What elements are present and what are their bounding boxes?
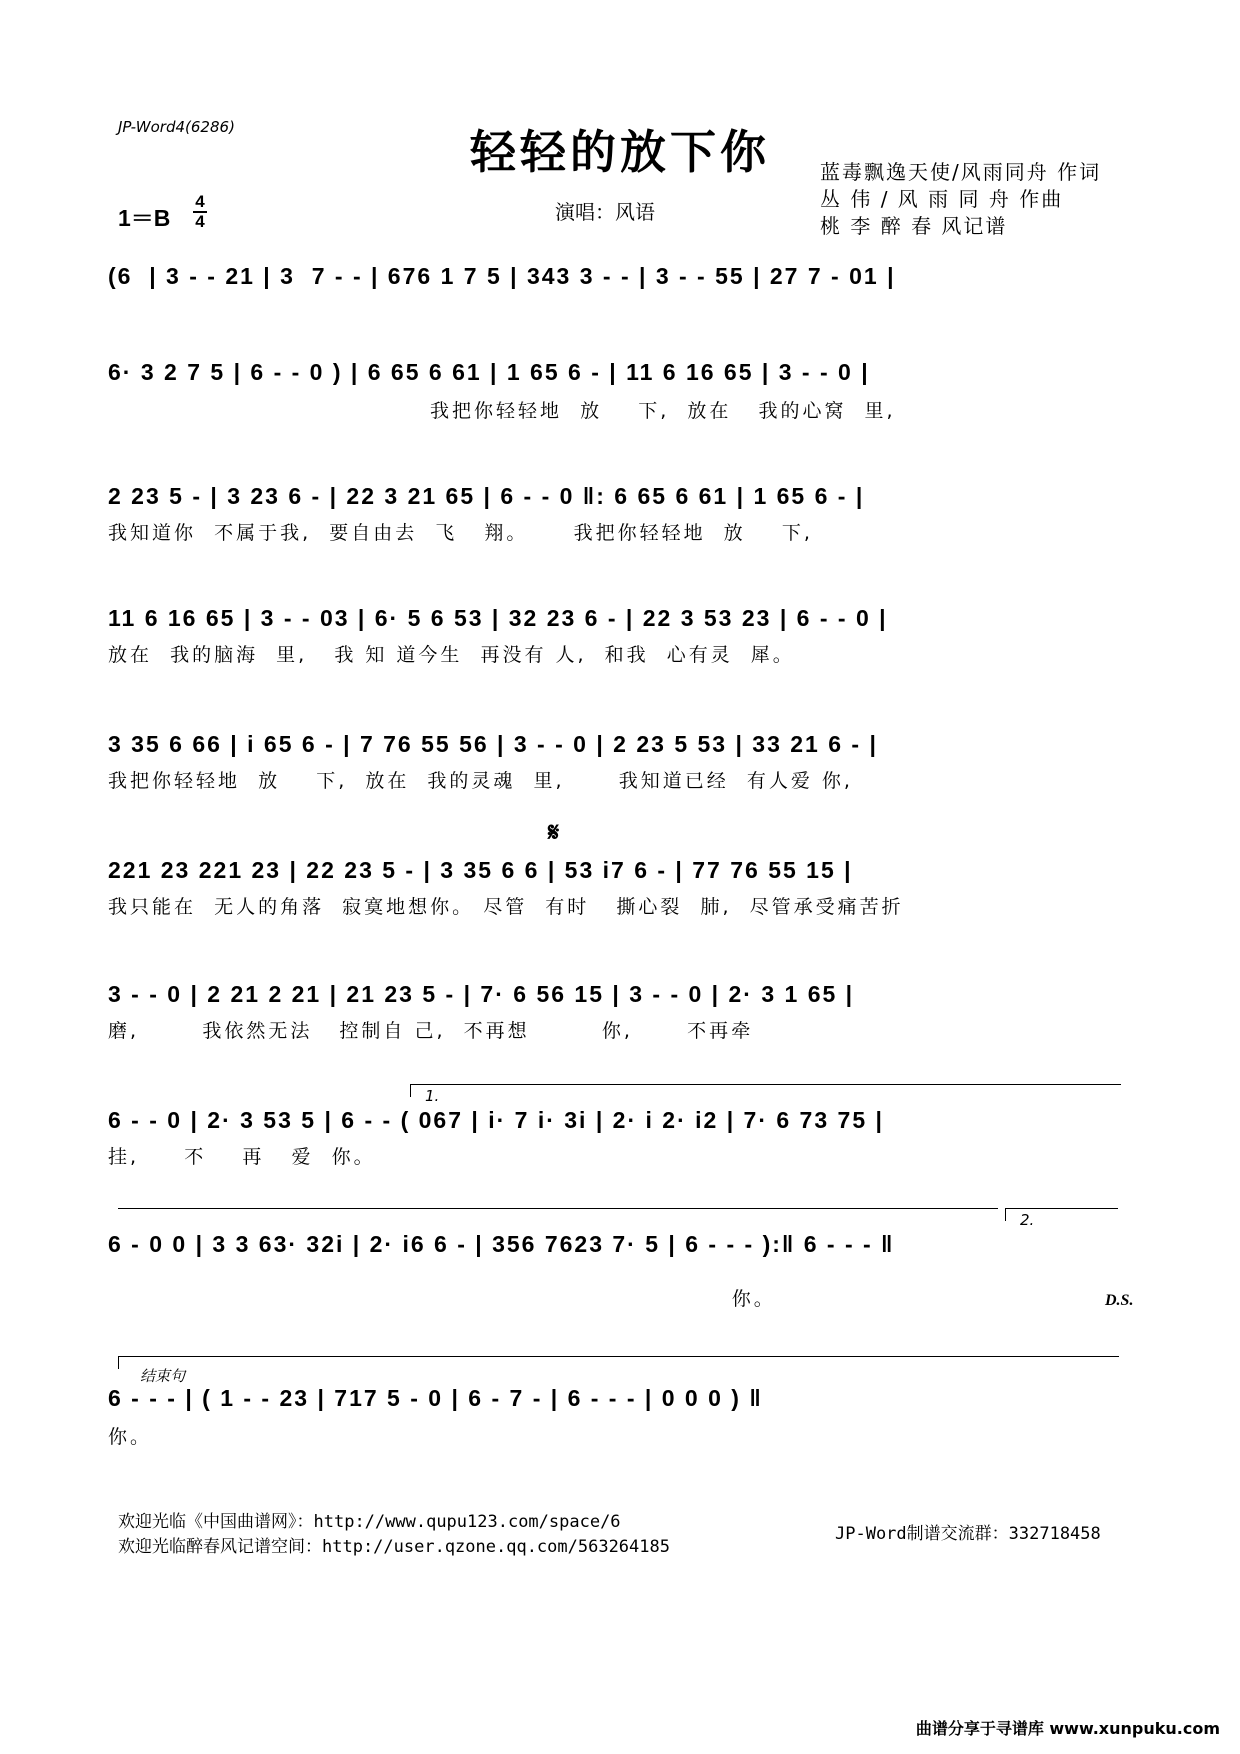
system-7-lyrics: 磨, 我依然无法 控制自 己, 不再想 你, 不再牵 xyxy=(108,1020,754,1042)
system-8-notes: 6 - - 0 | 2· 3 53 5 | 6 - - ( 067 | i· 7 i· 3i | 2· i 2· i2 | 7· 6 73 75 | xyxy=(108,1107,884,1133)
system-6-notes: 221 23 221 23 | 22 23 5 - | 3 35 6 6 | 53 i7 6 - | 77 76 55 15 | xyxy=(108,857,853,883)
footer-link-qzone[interactable]: 欢迎光临醉春风记谱空间：http://user.qzone.qq.com/563264185 xyxy=(118,1537,670,1557)
system-9-notes: 6 - 0 0 | 3 3 63· 32i | 2· i6 6 - | 356 7623 7· 5 | 6 - - - ):‖ 6 - - - ‖ xyxy=(108,1231,895,1257)
transcriber-credit: 桃 李 醉 春 风记谱 xyxy=(820,214,1008,238)
system-9-lyrics: 你。 xyxy=(108,1288,776,1310)
system-3-lyrics: 我知道你 不属于我, 要自由去 飞 翔。 我把你轻轻地 放 下, xyxy=(108,522,813,544)
volta-1-continuation xyxy=(118,1208,998,1221)
dal-segno-mark: D.S. xyxy=(1105,1292,1134,1309)
system-10-notes: 6 - - - | ( 1 - - 23 | 717 5 - 0 | 6 - 7 - | 6 - - - | 0 0 0 ) ‖ xyxy=(108,1385,763,1411)
system-5-notes: 3 35 6 66 | i 65 6 - | 7 76 55 56 | 3 - - 0 | 2 23 5 53 | 33 21 6 - | xyxy=(108,731,878,757)
footer-link-qupu[interactable]: 欢迎光临《中国曲谱网》：http://www.qupu123.com/space/6 xyxy=(118,1512,621,1532)
volta-1-number: 1. xyxy=(425,1087,440,1105)
composer-credit: 丛 伟 / 风 雨 同 舟 作曲 xyxy=(820,187,1064,211)
singer: 演唱：风语 xyxy=(555,200,655,224)
volta-2-number: 2. xyxy=(1020,1211,1035,1229)
software-label: JP-Word4(6286) xyxy=(118,118,235,136)
time-signature xyxy=(193,193,207,231)
lyricist-credit: 蓝毒飘逸天使/风雨同舟 作词 xyxy=(820,160,1102,184)
song-title: 轻轻的放下你 xyxy=(470,125,770,179)
volta-1-bracket xyxy=(410,1084,1121,1097)
system-4-notes: 11 6 16 65 | 3 - - 03 | 6· 5 6 53 | 32 23 6 - | 22 3 53 23 | 6 - - 0 | xyxy=(108,605,888,631)
source-watermark: 曲谱分享于寻谱库 www.xunpuku.com xyxy=(915,1719,1220,1738)
system-10-lyrics: 你。 xyxy=(108,1426,153,1448)
system-5-lyrics: 我把你轻轻地 放 下, 放在 我的灵魂 里, 我知道已经 有人爱 你, xyxy=(108,770,853,792)
key-signature: 1＝B xyxy=(118,205,171,231)
ending-label: 结束句 xyxy=(140,1367,186,1385)
system-2-lyrics: 我把你轻轻地 放 下, 放在 我的心窝 里, xyxy=(430,400,896,422)
system-4-lyrics: 放在 我的脑海 里, 我 知 道今生 再没有 人, 和我 心有灵 犀。 xyxy=(108,644,795,666)
time-bottom: 4 xyxy=(195,212,205,231)
qq-group-info: JP-Word制谱交流群：332718458 xyxy=(835,1524,1101,1544)
time-top: 4 xyxy=(195,192,205,211)
system-6-lyrics: 我只能在 无人的角落 寂寞地想你。 尽管 有时 撕心裂 肺, 尽管承受痛苦折 xyxy=(108,896,904,918)
system-7-notes: 3 - - 0 | 2 21 2 21 | 21 23 5 - | 7· 6 56 15 | 3 - - 0 | 2· 3 1 65 | xyxy=(108,981,855,1007)
ending-bracket xyxy=(118,1356,1119,1369)
system-1-notes: (6 | 3 - - 21 | 3 7 - - | 676 1 7 5 | 343 3 - - | 3 - - 55 | 27 7 - 01 | xyxy=(108,263,896,289)
system-2-notes: 6· 3 2 7 5 | 6 - - 0 ) | 6 65 6 61 | 1 65 6 - | 11 6 16 65 | 3 - - 0 | xyxy=(108,359,870,385)
system-3-notes: 2 23 5 - | 3 23 6 - | 22 3 21 65 | 6 - - 0 ‖: 6 65 6 61 | 1 65 6 - | xyxy=(108,483,865,509)
segno-sign: 𝄋 xyxy=(548,818,560,848)
system-8-lyrics: 挂, 不 再 爱 你。 xyxy=(108,1146,376,1168)
